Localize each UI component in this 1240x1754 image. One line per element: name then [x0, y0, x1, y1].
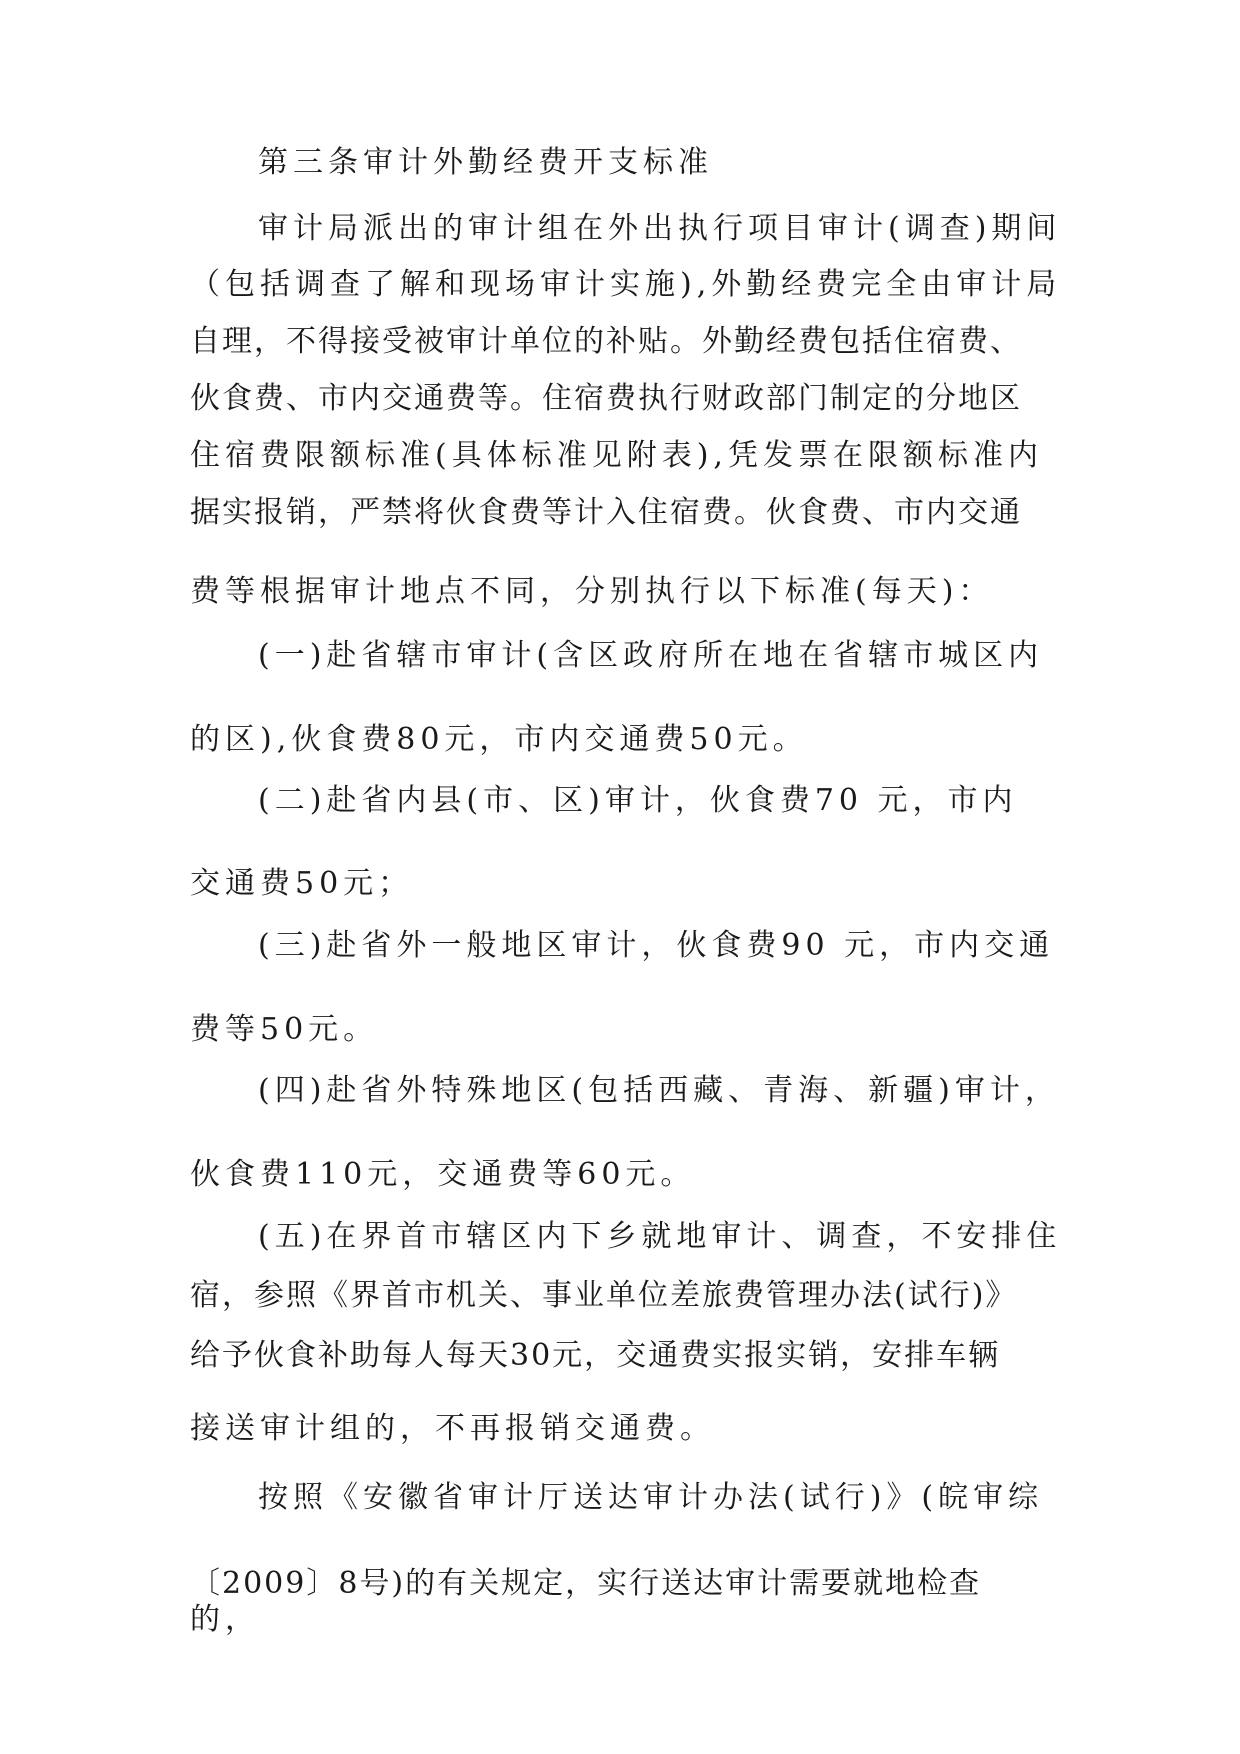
paragraph-line: 的区),伙食费80元，市内交通费50元。: [190, 722, 808, 757]
paragraph-line: （包括调查了解和现场审计实施),外勤经费完全由审计局: [190, 267, 1062, 302]
list-item-2: (二)赴省内县(市、区)审计，伙食费70 元，市内: [258, 783, 1018, 818]
list-item-4: (四)赴省外特殊地区(包括西藏、青海、新疆)审计，: [258, 1073, 1060, 1108]
paragraph-line: 自理，不得接受被审计单位的补贴。外勤经费包括住宿费、: [190, 324, 1022, 359]
paragraph-line: 宿，参照《界首市机关、事业单位差旅费管理办法(试行)》: [190, 1278, 1018, 1313]
paragraph-line: 给予伙食补助每人每天30元，交通费实报实销，安排车辆: [190, 1338, 1001, 1373]
paragraph-line: 交通费50元；: [190, 866, 414, 901]
list-item-1: (一)赴省辖市审计(含区政府所在地在省辖市城区内: [258, 638, 1044, 673]
paragraph-line: 审计局派出的审计组在外出执行项目审计(调查)期间: [258, 211, 1062, 246]
paragraph-line: 伙食费110元，交通费等60元。: [190, 1157, 696, 1192]
paragraph-line: 按照《安徽省审计厅送达审计办法(试行)》(皖审综: [258, 1480, 1044, 1515]
paragraph-line: 住宿费限额标准(具体标准见附表),凭发票在限额标准内: [190, 438, 1043, 473]
list-item-3: (三)赴省外一般地区审计，伙食费90 元，市内交通: [258, 928, 1055, 963]
paragraph-line: 〔2009〕8号)的有关规定，实行送达审计需要就地检查: [190, 1566, 982, 1601]
paragraph-line: 伙食费、市内交通费等。住宿费执行财政部门制定的分地区: [190, 381, 1022, 416]
paragraph-line: 的，: [190, 1602, 260, 1637]
list-item-5: (五)在界首市辖区内下乡就地审计、调查，不安排住: [258, 1219, 1062, 1254]
paragraph-line: 接送审计组的，不再报销交通费。: [190, 1411, 715, 1446]
article-heading: 第三条审计外勤经费开支标准: [258, 145, 713, 180]
paragraph-line: 费等根据审计地点不同，分别执行以下标准(每天)：: [190, 574, 994, 609]
paragraph-line: 据实报销，严禁将伙食费等计入住宿费。伙食费、市内交通: [190, 495, 1022, 530]
paragraph-line: 费等50元。: [190, 1012, 379, 1047]
